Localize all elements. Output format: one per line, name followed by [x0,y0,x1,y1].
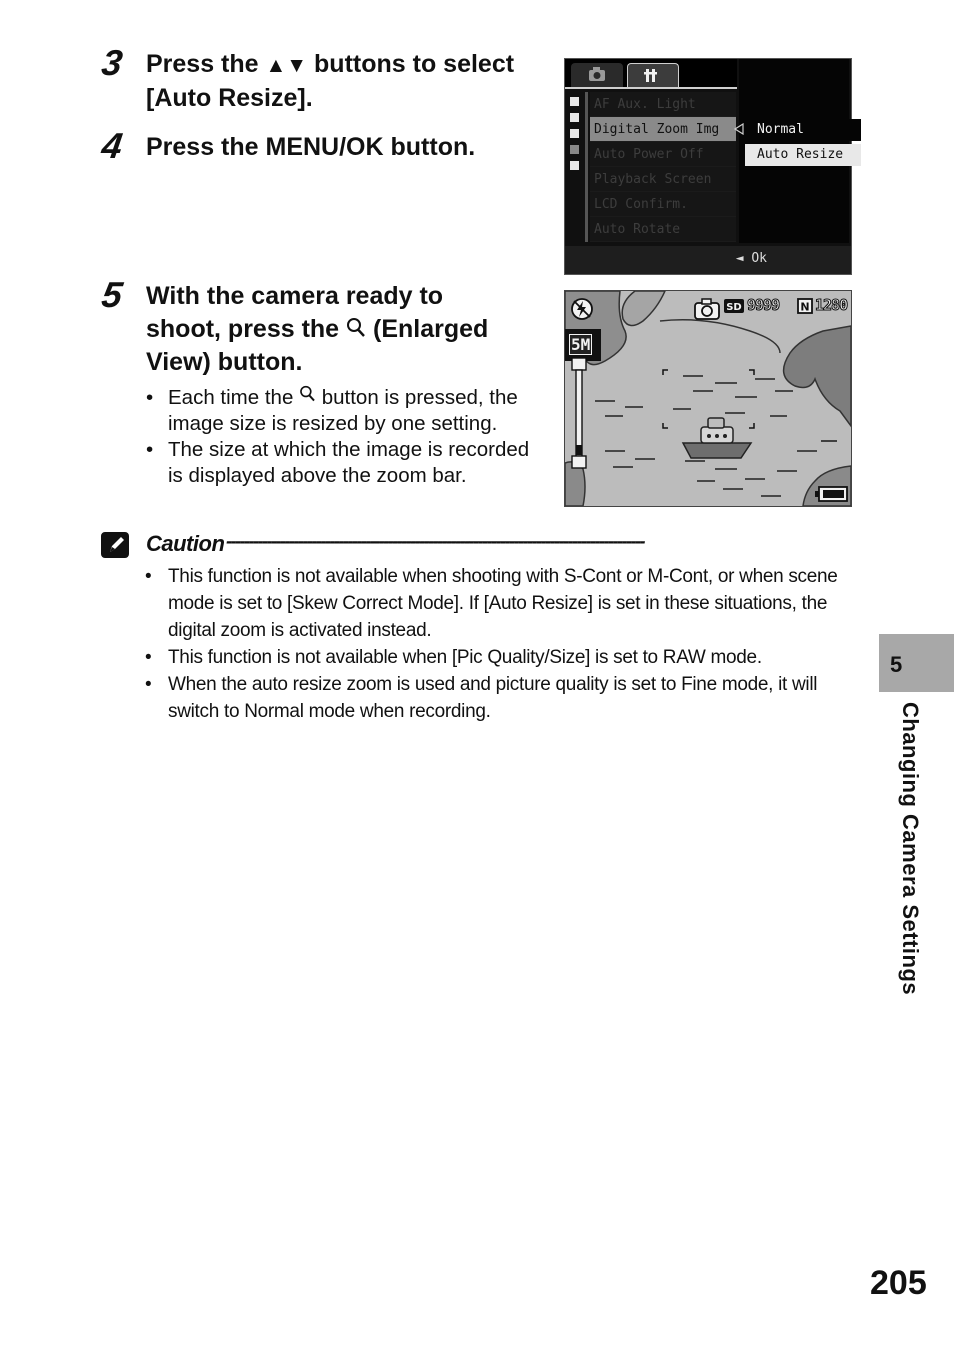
step-5-number: 5 [99,274,125,315]
page-number: 205 [870,1264,927,1302]
tab-divider [565,87,737,89]
battery-icon [815,485,849,503]
menu-page-indicator [567,93,581,177]
caution-title: Caution [146,531,225,556]
chapter-title: Changing Camera Settings [898,702,923,996]
step-3-text-part2: buttons to select [307,50,515,78]
menu-item-playback-screen[interactable]: Playback Screen [590,167,736,192]
step-5-bullets [146,385,546,489]
step-4-text: Press the MENU/OK button. [146,133,476,161]
scene-illustration [565,291,851,506]
step-5-line2a: shoot, press the [146,315,340,343]
flash-off-icon [569,296,595,322]
caution-header [100,529,860,561]
tab-setup [627,63,679,88]
menu-tabs [565,59,737,87]
menu-item-auto-power-off[interactable]: Auto Power Off [590,142,736,167]
svg-text:SD: SD [726,302,742,313]
svg-text:N: N [800,300,810,314]
option-auto-resize[interactable]: Auto Resize [745,144,861,166]
menu-item-digital-zoom-img[interactable]: Digital Zoom Img [590,117,736,142]
caution-item-2: • This function is not available when [Pic Quality/Size] is set to RAW mode. [145,644,855,671]
ok-hint: ◄ Ok [735,251,767,266]
zoom-size-label: 5M [571,335,591,354]
image-size: 1280 [815,296,848,314]
sd-card-icon [723,298,745,314]
step-4-number: 4 [99,125,125,166]
caution-list [145,563,855,725]
step-5-bullet-1 [146,385,546,437]
chapter-tab [879,634,954,692]
quality-normal-icon [797,298,813,314]
camera-icon [571,63,623,85]
bullet-1-part1: Each time the [168,386,294,409]
caution-pencil-icon [100,531,130,559]
magnifier-icon [346,317,366,339]
step-3-text-part1: Press the [146,50,259,78]
step-5-line3: View) button. [146,348,303,376]
magnifier-icon [299,385,316,403]
step-3-text [146,48,546,115]
camera-live-view-screen [564,290,852,507]
caution-item-1: • This function is not available when shooting with S-Cont or M-Cont, or when scene mode is set to [Skew Correct Mode]. If [Auto Resize] is set in these situations, the digital zoom is activated instead. [145,563,855,644]
menu-scrollbar [585,92,588,242]
setup-menu-list [590,92,736,242]
zoom-bar [569,357,591,471]
menu-item-lcd-confirm[interactable]: LCD Confirm. [590,192,736,217]
bullet-1-part2: button is pressed, the image size is resized by one setting. [168,386,518,435]
caution-divider: --------------------------------------------------------------------------------------------- [226,531,644,551]
step-5-line1: With the camera ready to [146,282,444,310]
menu-item-auto-rotate[interactable]: Auto Rotate [590,217,736,242]
remaining-shots: 9999 [747,296,780,314]
step-3-number: 3 [99,42,125,83]
chapter-number: 5 [890,652,903,677]
option-normal[interactable]: Normal [745,119,861,141]
camera-mode-icon [693,297,721,321]
camera-menu-screen [564,58,852,275]
menu-item-af-aux-light[interactable]: AF Aux. Light [590,92,736,117]
up-down-arrows-icon: ▲▼ [265,54,308,77]
menu-footer [565,246,851,274]
step-5-line2b: (Enlarged [366,315,489,343]
triangle-left-icon [734,123,744,135]
setup-wrench-icon [628,64,678,86]
submenu-options [739,59,849,243]
step-5-text [146,280,546,379]
tab-shooting [571,63,623,87]
caution-item-3: • When the auto resize zoom is used and picture quality is set to Fine mode, it will switch to Normal mode when recording. [145,671,855,725]
step-5-bullet-2: • The size at which the image is recorded is displayed above the zoom bar. [146,437,546,489]
step-3-text-line2: [Auto Resize]. [146,84,313,112]
